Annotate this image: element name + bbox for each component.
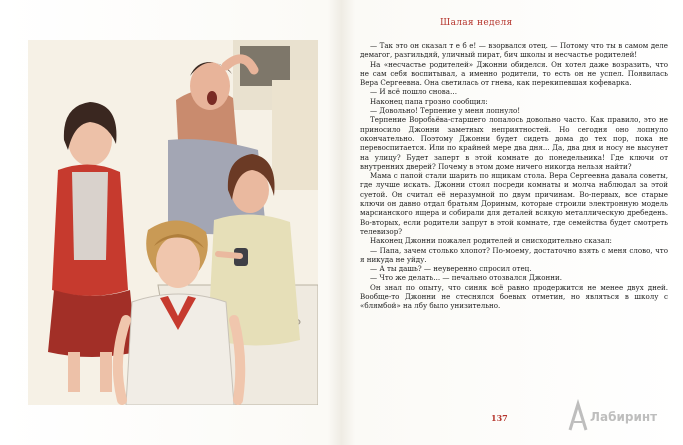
illustration-family-scene: [28, 40, 318, 405]
paragraph: Он знал по опыту, что синяк всё равно продержится не менее двух дней. Вообще-то Джонни не стеснялся боевых отметин, но являться в школу с «блямбой» на лбу было унизительно.: [360, 282, 668, 311]
page-number: 137: [491, 413, 508, 423]
paragraph: Наконец Джонни пожалел родителей и снисходительно сказал:: [370, 236, 612, 246]
paragraph: — А ты дашь? — неуверенно спросил отец.: [370, 264, 532, 274]
paragraph: На «несчастье родителей» Джонни обиделся. Он хотел даже возразить, что не сам себя воспитывал, а именно родители, то есть он не успел. Появилась Вера Сергеевна. Она светилась от гнева, как перекипевшая кофеварка.: [360, 59, 668, 88]
illustration-drawing: [28, 40, 318, 405]
paragraph: Мама с папой стали шарить по ящикам стола. Вера Сергеевна давала советы, где лучше искать. Джонни стоял посреди комнаты и молча наблюдал за этой суетой. Он считал её неразумной по двум причинам. Во-первых, все старые ключи он давно отдал братьям Дориным, которые строили электронную модель марсианского ящера и собирали для деталей всякую металлическую дребедень. Во-вторых, если родители запрут в этой комнате, где семейства будет смотреть телевизор?: [360, 171, 668, 236]
running-head: Шалая неделя: [440, 18, 513, 28]
watermark-text: Лабиринт: [590, 410, 658, 424]
paragraph: Терпение Воробьёва-старшего лопалось довольно часто. Как правило, это не приносило Джонни заметных неприятностей. Но сегодня оно лопнуло окончательно. Поэтому Джонни будет сидеть дома до тех пор, пока не перевоспитается. Или по крайней мере два дня... Да, два дня и носу не высунет на улицу? Будет заперт в этой комнате до понедельника! Где ключи от внутренних дверей? Почему в этом доме ничего никогда нельзя найти?: [360, 115, 668, 171]
paragraph: — Папа, зачем столько хлопот? По-моему, достаточно взять с меня слово, что я никуда не уйду.: [360, 245, 668, 264]
paragraph: — Что же делать... — печально отозвался Джонни.: [370, 273, 562, 283]
watermark-logo: [566, 398, 678, 438]
paragraph: — Так это он сказал т е б е! — взорвался отец. — Потому что ты в самом деле демагог, разгильдяй, уличный пират, бич школы и несчастье родителей!: [360, 41, 668, 60]
paragraph: — Довольно! Терпение у меня лопнуло!: [370, 106, 521, 116]
paragraph: Наконец папа грозно сообщил:: [370, 96, 488, 106]
labyrinth-icon: [566, 398, 590, 434]
paragraph: — И всё пошло снова…: [370, 87, 458, 97]
text-column: [360, 41, 668, 311]
